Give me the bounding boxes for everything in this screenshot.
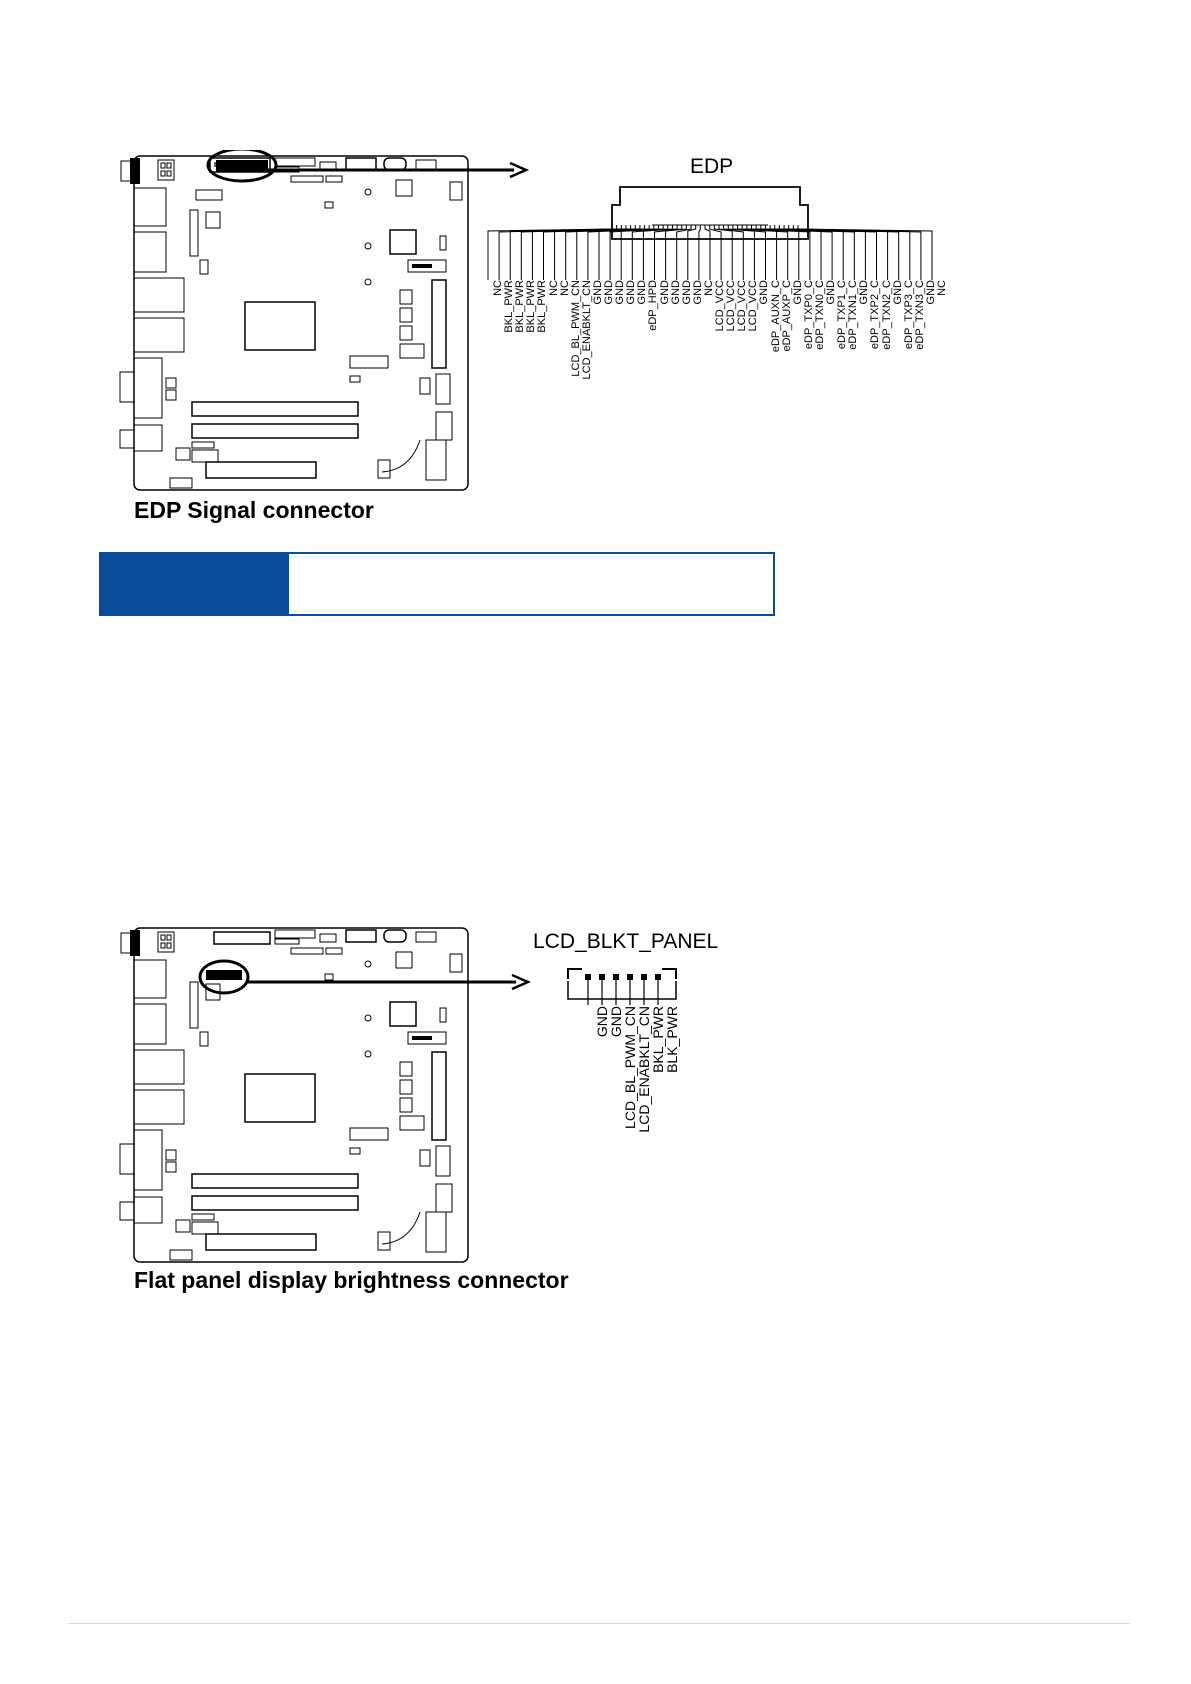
lcd-pin-pad — [599, 974, 605, 980]
lcd-pin-pad — [613, 974, 619, 980]
edp-pin-label: BKL_PWR — [525, 280, 538, 333]
lcd-pin-pad — [641, 974, 647, 980]
edp-pin-lead — [742, 225, 799, 280]
edp-pin-lead — [532, 225, 630, 280]
lcd-pin-labels — [560, 1000, 690, 1160]
edp-pin-lead — [599, 225, 659, 280]
edp-pin-label: GND — [791, 280, 804, 305]
lcd-pin-label: LCD_ENABKLT_CN — [636, 1006, 652, 1133]
edp-pin-label: eDP_AUXP_C — [780, 280, 793, 352]
lcd-connector-body — [560, 965, 690, 1005]
edp-pin-lead — [784, 225, 899, 280]
edp-pin-lead — [738, 225, 788, 280]
edp-pin-label: eDP_TXN2_C — [880, 280, 893, 350]
edp-pin-label: GND — [669, 280, 682, 305]
lcd-pin-label: BLK_PWR — [664, 1006, 680, 1073]
edp-pin-label: BKL_PWR — [514, 280, 527, 333]
edp-pin-lead — [789, 225, 910, 280]
edp-pin-label: GND — [636, 280, 649, 305]
edp-pin-label: eDP_TXN1_C — [847, 280, 860, 350]
edp-pin-label: GND — [758, 280, 771, 305]
edp-pin-lead — [705, 225, 710, 280]
lcd-pin-label: GND — [608, 1006, 624, 1038]
edp-pin-lead — [488, 225, 612, 280]
note-tab — [99, 552, 289, 616]
edp-pin-lead — [643, 225, 677, 280]
edp-pin-label: LCD_VCC — [725, 280, 738, 332]
edp-pin-lead — [655, 225, 682, 280]
lcd-pointer-arrow — [246, 972, 531, 992]
edp-pin-lead — [699, 225, 700, 280]
edp-pin-label: LCD_BL_PWM_CN — [569, 280, 582, 377]
edp-pin-label: eDP_AUXN_C — [769, 280, 782, 353]
edp-pin-label: LCD_VCC — [714, 280, 726, 332]
edp-pin-lead — [761, 225, 843, 280]
edp-pin-label: NC — [558, 280, 571, 296]
edp-pin-label: NC — [702, 280, 715, 296]
lcd-pin-pad — [655, 974, 661, 980]
edp-pin-label: GND — [591, 280, 604, 305]
edp-pointer-arrow — [240, 160, 530, 180]
lcd-pin-label: LCD_BL_PWM_CN — [622, 1006, 638, 1129]
lcd-caption: Flat panel display brightness connector — [134, 1267, 569, 1293]
edp-pin-label: GND — [825, 280, 837, 305]
lcd-pin-pad — [585, 974, 591, 980]
edp-pin-labels — [480, 280, 948, 390]
edp-pin-label: GND — [858, 280, 871, 305]
edp-pin-label: eDP_TXN0_C — [813, 280, 826, 350]
edp-pin-label: BKL_PWR — [503, 280, 516, 333]
edp-pin-label: NC — [936, 280, 948, 296]
edp-pin-label: GND — [691, 280, 704, 305]
edp-pin-label: NC — [547, 280, 560, 296]
edp-board-diagram — [110, 150, 475, 495]
edp-pin-label: GND — [614, 280, 627, 305]
edp-pin-label: eDP_HPD — [647, 280, 660, 331]
edp-pin-label: LCD_ENABKLT_CN — [580, 280, 593, 380]
edp-pin-label: GND — [680, 280, 693, 305]
edp-connector-title: EDP — [690, 155, 734, 178]
edp-pin-label: LCD_VCC — [736, 280, 749, 332]
edp-pin-lead — [770, 225, 865, 280]
edp-pin-label: eDP_TXP3_C — [902, 280, 915, 350]
edp-pin-label: GND — [625, 280, 638, 305]
edp-pin-label: eDP_TXP2_C — [869, 280, 882, 350]
edp-pin-label: eDP_TXN3_C — [913, 280, 926, 350]
edp-pin-lead — [779, 225, 887, 280]
edp-pin-lead — [752, 225, 822, 280]
edp-caption: EDP Signal connector — [134, 497, 374, 523]
edp-pin-lead — [632, 225, 672, 280]
edp-pin-lead — [793, 225, 921, 280]
edp-pin-label: LCD_VCC — [747, 280, 760, 332]
footer-rule — [68, 1623, 1130, 1624]
edp-pin-label: GND — [924, 280, 937, 305]
edp-pin-label: eDP_TXP0_C — [802, 280, 815, 350]
edp-pin-label: GND — [658, 280, 671, 305]
edp-pin-lead — [719, 225, 743, 280]
edp-pin-lead — [775, 225, 877, 280]
edp-pin-lead — [621, 225, 668, 280]
edp-pin-lead — [710, 225, 721, 280]
edp-pin-label: GND — [603, 280, 615, 305]
edp-pin-leads — [480, 225, 940, 285]
edp-pin-label: GND — [891, 280, 904, 305]
lcd-pin-pad — [627, 974, 633, 980]
edp-pin-lead — [677, 225, 691, 280]
lcd-pin-label: BKL_PWR — [650, 1006, 666, 1073]
edp-pin-lead — [688, 225, 696, 280]
edp-pin-label: NC — [492, 280, 504, 296]
lcd-connector-title: LCD_BLKT_PANEL — [533, 930, 719, 953]
edp-pin-lead — [610, 225, 663, 280]
edp-pin-lead — [666, 225, 687, 280]
edp-pin-lead — [747, 225, 810, 280]
edp-pin-lead — [555, 225, 640, 280]
edp-pin-label: BKL_PWR — [536, 280, 549, 333]
edp-pin-lead — [724, 225, 755, 280]
lcd-pin-label: GND — [594, 1006, 610, 1038]
edp-pin-label: eDP_TXP1_C — [836, 280, 849, 350]
edp-pin-lead — [714, 225, 732, 280]
edp-pin-lead — [728, 225, 765, 280]
